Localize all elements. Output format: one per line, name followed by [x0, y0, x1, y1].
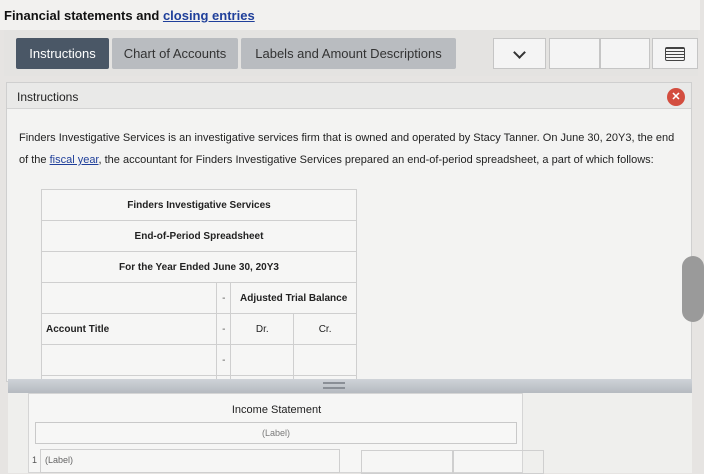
spreadsheet-table — [41, 189, 357, 404]
row-label-select[interactable]: (Label) — [40, 449, 340, 473]
dash-marker: - — [217, 283, 231, 314]
end-of-period-spreadsheet — [41, 189, 357, 383]
table-row — [42, 252, 357, 283]
cr-header: Cr. — [294, 314, 357, 345]
table-row — [42, 314, 357, 345]
table-row — [42, 283, 357, 314]
heading-label-select[interactable]: (Label) — [35, 422, 517, 444]
answer-area — [8, 393, 692, 473]
blank-header-cell — [42, 283, 217, 314]
chevron-down-icon — [513, 46, 526, 59]
page-title-text: Financial statements and — [4, 8, 163, 23]
table-row — [42, 345, 357, 376]
page-title — [4, 8, 255, 23]
menu-icon — [665, 47, 685, 61]
intro-text-2: , the accountant for Finders Investigative Services prepared an end-of-period spreadsheet, a part of which follows: — [98, 154, 654, 166]
empty-cell — [294, 345, 357, 376]
panel-title: Instructions — [17, 90, 79, 104]
close-icon: ✕ — [671, 91, 681, 103]
spreadsheet-title: End-of-Period Spreadsheet — [42, 221, 357, 252]
amount-input-1[interactable] — [361, 450, 453, 474]
close-button[interactable] — [667, 88, 685, 106]
spreadsheet-period: For the Year Ended June 30, 20Y3 — [42, 252, 357, 283]
dash-marker: - — [217, 345, 231, 376]
navigation-dropdown[interactable] — [493, 38, 546, 69]
panel-header — [7, 83, 691, 109]
dash-marker: - — [217, 314, 231, 345]
tab-chart-of-accounts[interactable]: Chart of Accounts — [112, 38, 238, 69]
instructions-panel — [6, 82, 692, 382]
instructions-text — [19, 127, 679, 171]
table-row — [42, 190, 357, 221]
dr-header: Dr. — [231, 314, 294, 345]
tab-instructions[interactable]: Instructions — [16, 38, 109, 69]
adjusted-trial-balance-header: Adjusted Trial Balance — [231, 283, 357, 314]
intro-text-1: Finders Investigative Services is an investigative services firm that is owned and operated by Stacy Tanner. On June 30, 20Y3, the end of the — [19, 132, 675, 166]
amount-input-2[interactable] — [453, 450, 544, 474]
account-title-header: Account Title — [42, 314, 217, 345]
income-statement-title: Income Statement — [231, 404, 322, 416]
row-number: 1 — [32, 455, 38, 465]
fiscal-year-link[interactable]: fiscal year — [49, 154, 99, 166]
drag-handle-icon[interactable] — [323, 382, 345, 389]
tab-bar — [4, 30, 698, 76]
tab-labels-and-amount-descriptions[interactable]: Labels and Amount Descriptions — [241, 38, 456, 69]
nav-blank-slot-2[interactable] — [600, 38, 650, 69]
closing-entries-link[interactable]: closing entries — [162, 8, 255, 23]
pane-splitter[interactable] — [8, 379, 692, 393]
company-name: Finders Investigative Services — [42, 190, 357, 221]
empty-cell — [231, 345, 294, 376]
empty-cell — [42, 345, 217, 376]
nav-blank-slot-1[interactable] — [549, 38, 600, 69]
menu-button[interactable] — [652, 38, 698, 69]
title-bar — [0, 0, 700, 30]
table-row — [42, 221, 357, 252]
scrollbar-thumb[interactable] — [682, 256, 704, 322]
